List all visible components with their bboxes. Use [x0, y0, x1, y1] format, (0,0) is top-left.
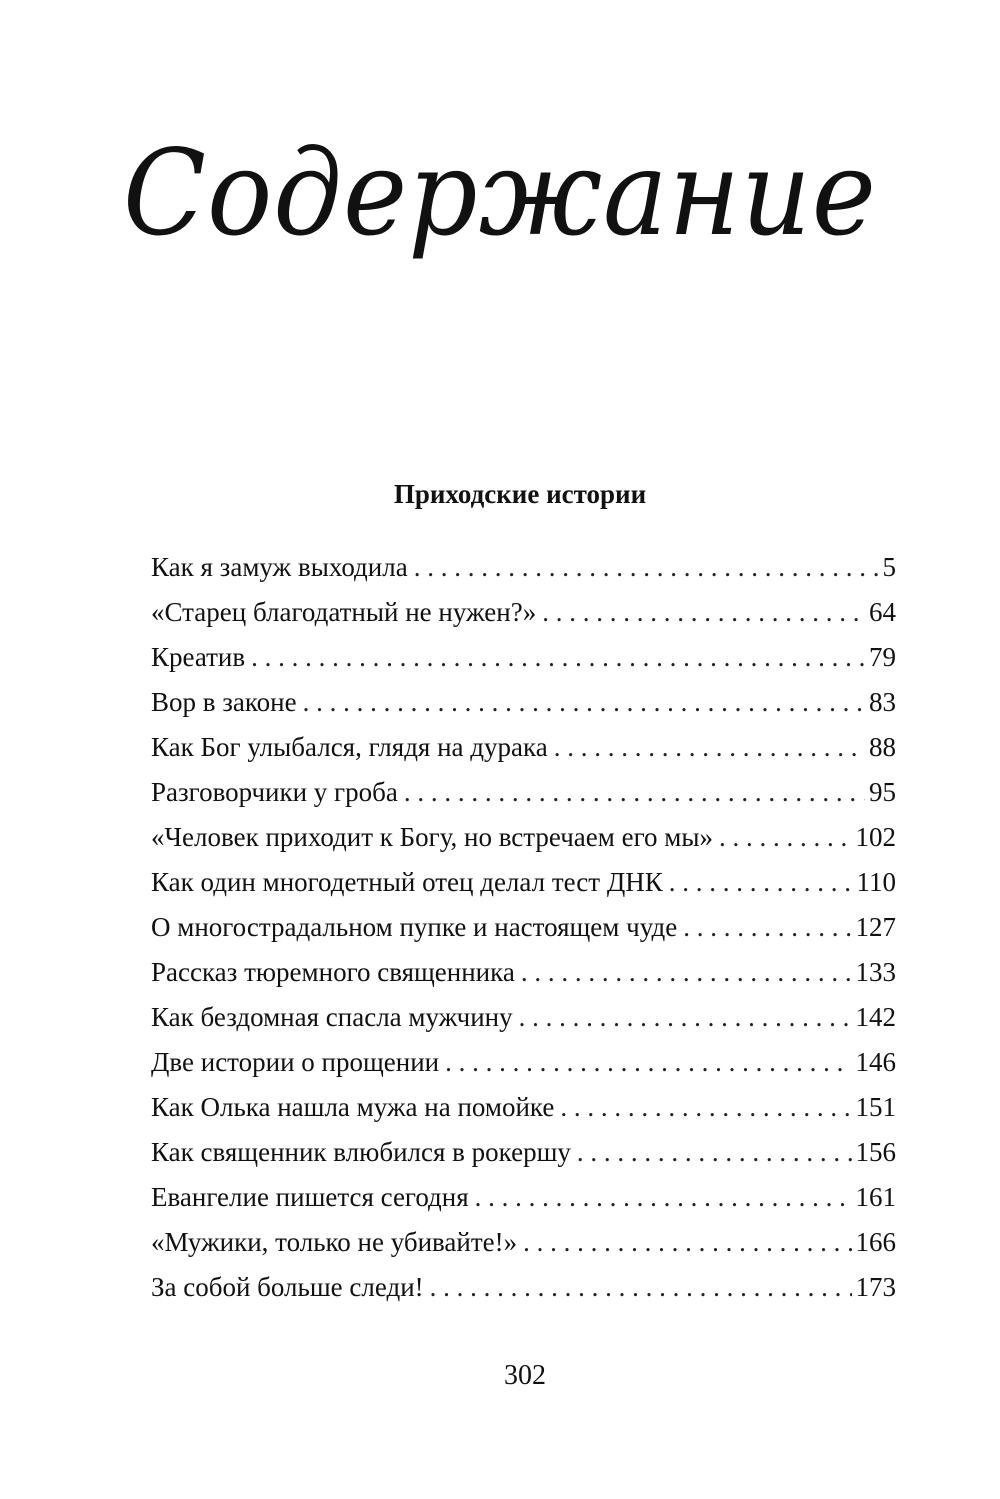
- dot-leader: [251, 635, 865, 680]
- toc-entry-page: 127: [855, 912, 896, 942]
- toc-entry-page: 161: [855, 1182, 896, 1212]
- toc-entry-page: 5: [882, 552, 896, 582]
- toc-entry-title: Две истории о прощении: [151, 1047, 440, 1077]
- dot-leader: [577, 1130, 852, 1175]
- toc-entry-page: 102: [855, 822, 896, 852]
- page-number: 302: [504, 1360, 546, 1391]
- toc-entry[interactable]: [151, 1220, 896, 1265]
- toc-entry[interactable]: [151, 590, 896, 635]
- dot-leader: [521, 950, 852, 995]
- dot-leader: [303, 680, 865, 725]
- toc-entry-page: 79: [869, 642, 896, 672]
- dot-leader: [475, 1175, 852, 1220]
- toc-entry[interactable]: [151, 1130, 896, 1175]
- toc-entry[interactable]: [151, 1175, 896, 1220]
- toc-entry[interactable]: [151, 995, 896, 1040]
- toc-entry-page: 133: [855, 957, 896, 987]
- toc-entry-page: 146: [855, 1047, 896, 1077]
- dot-leader: [414, 545, 879, 590]
- toc-entry-page: 166: [855, 1227, 896, 1257]
- dot-leader: [554, 725, 865, 770]
- dot-leader: [430, 1265, 852, 1310]
- dot-leader: [669, 860, 853, 905]
- section-heading: Приходские истории: [393, 479, 647, 509]
- toc-entry[interactable]: [151, 770, 896, 815]
- toc-entry-page: 110: [856, 867, 896, 897]
- toc-entry-title: Как священник влюбился в рокершу: [151, 1137, 571, 1167]
- toc-entry-title: За собой больше следи!: [151, 1272, 424, 1302]
- toc-entry-page: 95: [869, 777, 896, 807]
- dot-leader: [560, 1085, 851, 1130]
- toc-entry-title: «Человек приходит к Богу, но встречаем его мы»: [151, 822, 713, 852]
- toc-entry[interactable]: [151, 905, 896, 950]
- toc-entry[interactable]: [151, 815, 896, 860]
- dot-leader: [445, 1040, 851, 1085]
- toc-entry-page: 173: [855, 1272, 896, 1302]
- toc-entry-title: Как Бог улыбался, глядя на дурака: [151, 732, 548, 762]
- toc-entry-title: Евангелие пишется сегодня: [151, 1182, 469, 1212]
- toc-entry[interactable]: [151, 635, 896, 680]
- toc-entry-title: Вор в законе: [151, 687, 297, 717]
- toc-entry-title: Как бездомная спасла мужчину: [151, 1002, 513, 1032]
- toc-entry[interactable]: [151, 1040, 896, 1085]
- toc-entry-page: 88: [869, 732, 896, 762]
- dot-leader: [523, 1220, 851, 1265]
- page-title: Содержание: [123, 124, 877, 262]
- toc-entry-page: 156: [855, 1137, 896, 1167]
- toc-entry-title: Рассказ тюремного священника: [151, 957, 515, 987]
- dot-leader: [542, 590, 865, 635]
- toc-entry[interactable]: [151, 680, 896, 725]
- toc-entry[interactable]: [151, 725, 896, 770]
- toc-entry-title: Как один многодетный отец делал тест ДНК: [151, 867, 663, 897]
- toc-entry-title: «Мужики, только не убивайте!»: [151, 1227, 518, 1257]
- dot-leader: [519, 995, 852, 1040]
- toc-entry-page: 64: [869, 597, 896, 627]
- toc-entry[interactable]: [151, 1265, 896, 1310]
- toc-entry-page: 83: [869, 687, 896, 717]
- toc-entry-page: 151: [855, 1092, 896, 1122]
- toc-entry-page: 142: [855, 1002, 896, 1032]
- toc-entry-title: Разговорчики у гроба: [151, 777, 398, 807]
- toc-entry[interactable]: [151, 860, 896, 905]
- toc-entry-title: Как Олька нашла мужа на помойке: [151, 1092, 555, 1122]
- table-of-contents: [151, 545, 896, 1310]
- dot-leader: [719, 815, 852, 860]
- toc-entry[interactable]: [151, 1085, 896, 1130]
- toc-entry-title: Креатив: [151, 642, 246, 672]
- toc-entry-title: О многострадальном пупке и настоящем чуде: [151, 912, 678, 942]
- toc-entry[interactable]: [151, 950, 896, 995]
- toc-entry-title: Как я замуж выходила: [151, 552, 408, 582]
- toc-entry-title: «Старец благодатный не нужен?»: [151, 597, 537, 627]
- toc-entry[interactable]: [151, 545, 896, 590]
- dot-leader: [683, 905, 851, 950]
- dot-leader: [404, 770, 865, 815]
